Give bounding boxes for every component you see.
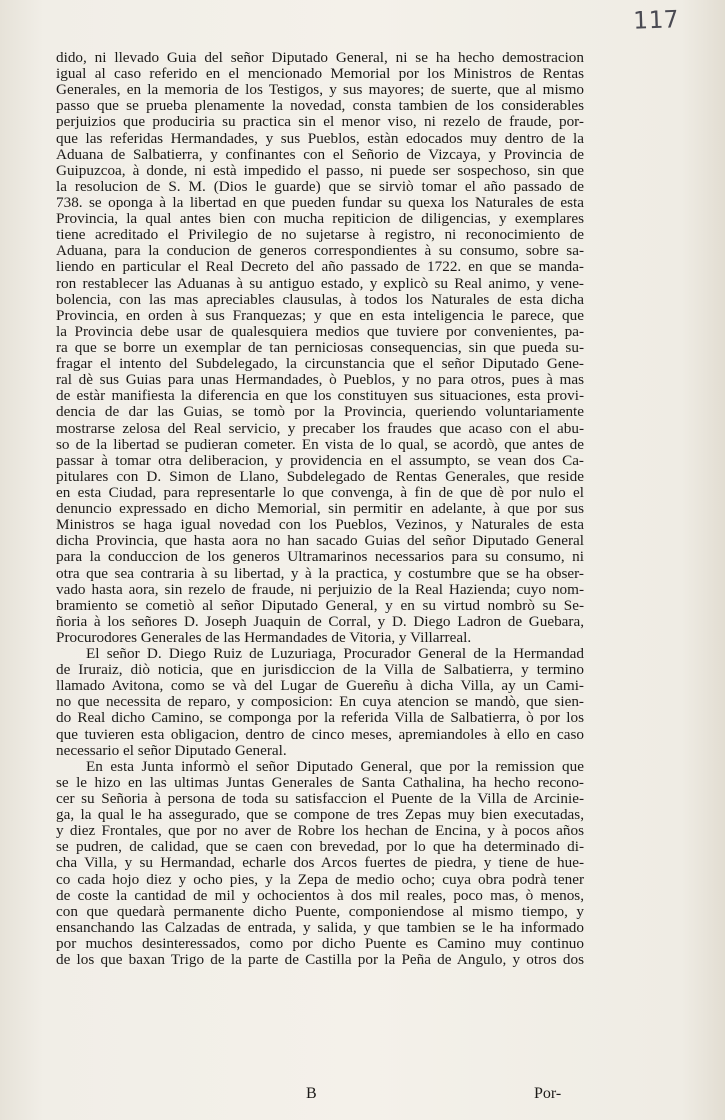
- text-line: ensanchando las Calzadas de entrada, y salida, y que tambien se le ha informado: [56, 918, 584, 936]
- text-line: mostrarse zelosa del Real servicio, y precaber los fraudes que acaso con el abu-: [56, 419, 584, 437]
- text-line: no que necessita de reparo, y composicion: En cuya atencion se mandò, que sien-: [56, 693, 584, 711]
- signature-mark: B: [306, 1085, 317, 1102]
- text-line: vado hasta aora, sin rezelo de fraude, ni perjuizio de la Real Hazienda; cuyo nom-: [56, 580, 584, 598]
- text-line: en esta Ciudad, para representarle lo que convenga, à fin de que dè por nulo el: [56, 483, 584, 501]
- text-line: ñoria à los señores D. Joseph Juaquin de Corral, y D. Diego Ladron de Guebara,: [56, 612, 584, 630]
- text-line: la Provincia debe usar de qualesquiera medios que tuviere por convenientes, pa-: [56, 322, 584, 340]
- text-line: con que quedarà permanente dicho Puente, componiendose al mismo tiempo, y: [56, 902, 584, 920]
- text-line: de Iruraiz, diò noticia, que en jurisdiccion de la Villa de Salbatierra, y termino: [56, 661, 584, 679]
- text-line: perjuizios que produciria su practica sin el menor viso, ni rezelo de fraude, por-: [56, 113, 584, 131]
- text-line: dencia de dar las Guias, se tomò por la Provincia, queriendo voluntariamente: [56, 403, 584, 421]
- text-line: de estàr manifiesta la diferencia en que los constituyen sus situaciones, esta provi-: [56, 387, 584, 405]
- text-line: dicha Provincia, que hasta aora no han sacado Guias del señor Diputado General: [56, 532, 584, 550]
- catchword: Por-: [534, 1085, 562, 1102]
- text-line: 738. se oponga à la libertad en que pueden fundar su quexa los Naturales de esta: [56, 193, 584, 211]
- text-line: Procurodores Generales de las Hermandades de Vitoria, y Villarreal.: [56, 628, 472, 646]
- text-line: El señor D. Diego Ruiz de Luzuriaga, Procurador General de la Hermandad: [86, 645, 584, 663]
- text-line: liendo en particular el Real Decreto del año passado de 1722. en que se manda-: [56, 258, 584, 276]
- text-line: fragar el intento del Subdelegado, la circunstancia que el señor Diputado Gene-: [56, 355, 584, 373]
- text-line: otra que sea contraria à su libertad, y à la practica, y costumbre que se ha obser-: [56, 564, 584, 582]
- text-line: denuncio expressado en dicho Memorial, sin permitir en adelante, à que por sus: [56, 500, 584, 518]
- text-line: Generales, en la memoria de los Testigos, y sus mayores; de suerte, que al mismo: [56, 81, 584, 99]
- text-line: se pudren, de calidad, que se caen con brevedad, por lo que ha determinado di-: [56, 838, 584, 856]
- text-line: Guipuzcoa, à donde, ni està impedido el passo, ni puede ser sospechoso, sin que: [56, 161, 584, 179]
- text-line: cha Villa, y su Hermandad, echarle dos Arcos fuertes de piedra, y tiene de hue-: [56, 854, 584, 872]
- text-line: de coste la cantidad de mil y ochocientos à dos mil reales, poco mas, ò menos,: [56, 886, 584, 904]
- text-line: pitulares con D. Simon de Llano, Subdelegado de Rentas Generales, que reside: [56, 467, 584, 485]
- text-line: Aduana de Salbatierra, y confinantes con el Señorio de Vizcaya, y Provincia de: [56, 145, 584, 163]
- text-line: passo que se prueba plenamente la novedad, consta tambien de los considerables: [56, 97, 584, 115]
- text-line: Aduana, para la conducion de generos correspondientes à su consumo, sobre sa-: [56, 242, 584, 260]
- text-line: necessario el señor Diputado General.: [56, 741, 287, 759]
- text-line: Provincia, la qual antes bien con mucha repiticion de diligencias, y exemplares: [56, 210, 584, 228]
- text-line: co cada hojo diez y ocho pies, y la Zepa de medio ocho; cuya obra podrà tener: [56, 870, 584, 888]
- text-line: igual al caso referido en el mencionado Memorial por los Ministros de Rentas: [56, 65, 584, 83]
- text-line: por muchos desinteressados, como por dicho Puente es Camino muy continuo: [56, 935, 584, 953]
- text-line: y diez Frontales, que por no aver de Robre los hechan de Encina, y à pocos años: [56, 822, 584, 840]
- text-line: bolencia, con las mas apreciables clausulas, à todos los Naturales de esta dicha: [56, 290, 584, 308]
- text-line: la resolucion de S. M. (Dios le guarde) que se sirviò tomar el año passado de: [56, 177, 584, 195]
- folio-number: 117: [632, 5, 680, 35]
- text-line: que tuvieren esta obligacion, dentro de cinco meses, apremiandoles à ello en caso: [56, 725, 584, 743]
- text-line: Provincia, en orden à sus Franquezas; y que en esta inteligencia le parece, que: [56, 306, 584, 324]
- text-line: de los que baxan Trigo de la parte de Castilla por la Peña de Angulo, y otros dos: [56, 951, 584, 969]
- text-line: passar à tomar otra deliberacion, y providencia en el assumpto, se vean dos Ca-: [56, 451, 584, 469]
- text-block: [56, 50, 584, 968]
- text-line: se le hizo en las ultimas Juntas Generales de Santa Cathalina, ha hecho recono-: [56, 773, 584, 791]
- text-line: En esta Junta informò el señor Diputado General, que por la remission que: [86, 757, 584, 775]
- text-line: Ministros se haga igual novedad con los Pueblos, Vezinos, y Naturales de esta: [56, 516, 584, 534]
- text-line: do Real dicho Camino, se componga por la referida Villa de Salbatierra, ò por los: [56, 709, 584, 727]
- text-line: tiene acreditado el Privilegio de no sujetarse à registro, ni reconocimiento de: [56, 226, 584, 244]
- text-line: ral dè sus Guias para unas Hermandades, ò Pueblos, y no para otros, pues à mas: [56, 371, 584, 389]
- text-line: llamado Avitona, como se và del Lugar de Guereñu à dicha Villa, ay un Cami-: [56, 677, 584, 695]
- text-line: para la conduccion de los generos Ultramarinos necessarios para su consumo, ni: [56, 548, 584, 566]
- text-line: dido, ni llevado Guia del señor Diputado General, ni se ha hecho demostracion: [56, 49, 584, 66]
- text-line: ra que se borre un exemplar de tan perniciosas consequencias, sin que pueda su-: [56, 338, 584, 356]
- text-line: bramiento se cometiò al señor Diputado General, y en su virtud nombrò su Se-: [56, 596, 584, 614]
- text-line: cer su Señoria à persona de toda su satisfaccion el Puente de la Villa de Arcinie-: [56, 790, 584, 808]
- text-line: ron restablecer las Aduanas à su antiguo estado, y explicò su Real animo, y vene-: [56, 274, 584, 292]
- text-line: que las referidas Hermandades, y sus Pueblos, estàn edocados muy dentro de la: [56, 129, 584, 147]
- text-line: so de la libertad se pudieran cometer. En vista de lo qual, se acordò, que antes de: [56, 435, 584, 453]
- text-line: ga, la qual le ha assegurado, que se compone de tres Zepas muy bien executadas,: [56, 806, 584, 824]
